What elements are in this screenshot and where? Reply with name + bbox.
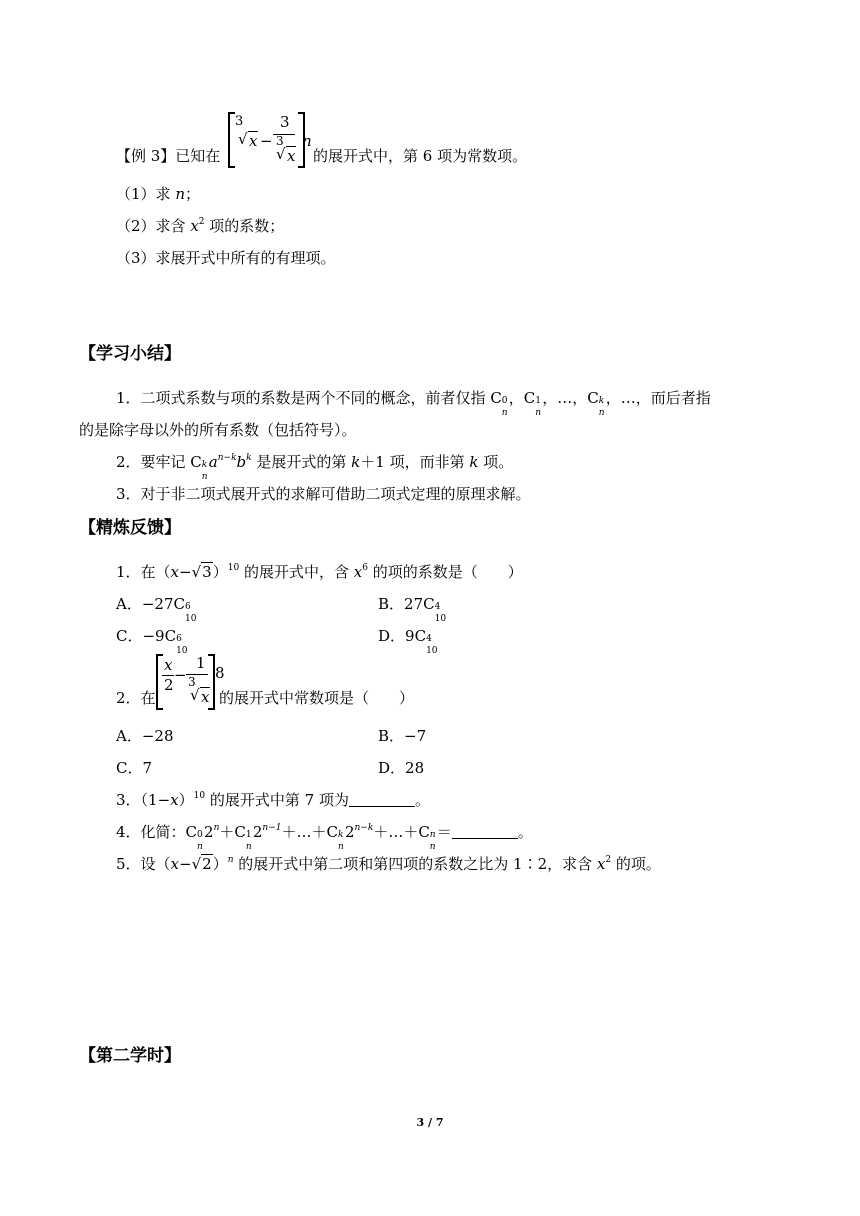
q1-option-a[interactable]: A．−27C 6 10 xyxy=(116,595,197,624)
q2-left-bracket xyxy=(156,654,163,710)
page-number: 3 / 7 xyxy=(416,1116,444,1129)
q2-minus: − xyxy=(174,666,187,684)
q4-answer-blank[interactable] xyxy=(452,824,518,839)
q1-option-d[interactable]: D．9C 4 10 xyxy=(378,627,438,656)
feedback-q1: 1．在$(x-√3)^{10}$ 的展开式中，含 $x^6$ 的项的系数是（ ） xyxy=(116,563,523,581)
summary-point-1: 1．二项式系数与项的系数是两个不同的概念，前者仅指 C 0 n ，C 1 n ，…，C k n ，…，而后者指 xyxy=(116,389,711,418)
den-root-index: 3 xyxy=(276,134,284,148)
q2-option-c[interactable]: C．7 xyxy=(116,759,153,777)
root-index: 3 xyxy=(235,114,244,129)
feedback-q2: 2．在 xyxy=(116,689,156,707)
example3-expression xyxy=(228,112,314,166)
feedback-q2-suffix: 的展开式中常数项是（ ） xyxy=(219,689,415,707)
summary-point-1-cont: 的是除字母以外的所有系数（包括符号）。 xyxy=(79,421,357,439)
q2-right-bracket xyxy=(208,654,215,710)
feedback-q5: 5．设$(x-√2)^n$ 的展开式中第二项和第四项的系数之比为 1∶2，求含 $x^2$ 的项。 xyxy=(116,855,661,873)
q2-option-d[interactable]: D．28 xyxy=(378,759,425,777)
summary-heading: 【学习小结】 xyxy=(79,344,181,364)
q2-den-2: 2 xyxy=(164,676,174,694)
example3-statement: 【例 3】已知在 xyxy=(116,147,221,165)
q2-exponent: 8 xyxy=(215,664,225,682)
example3-q2: （2）求含 $x^2$ 项的系数； xyxy=(116,217,285,235)
example3-suffix: 的展开式中，第 6 项为常数项。 xyxy=(313,147,528,165)
q2-frac-num: 1 xyxy=(196,654,206,672)
minus-sign: − xyxy=(260,132,273,150)
q1-option-b[interactable]: B．27C 4 10 xyxy=(378,595,447,624)
summary-point-3: 3．对于非二项式展开式的求解可借助二项式定理的原理求解。 xyxy=(116,485,531,503)
q1-option-c[interactable]: C．−9C 6 10 xyxy=(116,627,188,656)
section2-heading: 【第二学时】 xyxy=(79,1046,181,1066)
feedback-heading: 【精炼反馈】 xyxy=(79,518,181,538)
den-radical: √ xyxy=(276,145,286,163)
feedback-q3: 3．$(1-x)^{10}$ 的展开式中第 7 项为 。 xyxy=(116,791,430,809)
q2-option-b[interactable]: B．−7 xyxy=(378,727,427,745)
fraction-numerator: 3 xyxy=(280,113,290,131)
q3-answer-blank[interactable] xyxy=(349,792,415,807)
feedback-q4: 4．化简：C 0 n $2^n+C$ 1 n $2^{n-1}+\dots+C$ k n $2^{n-k}+\dots+C$ n n ＝ 。 xyxy=(116,823,533,852)
radical-sign: √ xyxy=(238,130,248,148)
exponent-n: n xyxy=(302,132,312,150)
left-bracket xyxy=(228,112,235,168)
den-root-var: x xyxy=(287,147,296,165)
example3-q1: （1）求 n； xyxy=(116,185,200,203)
example3-q3: （3）求展开式中所有的有理项。 xyxy=(116,249,336,267)
summary-point-2: 2．要牢记 C k n $a^{n-k}b^k$ 是展开式的第 k＋1 项，而非第 k 项。 xyxy=(116,453,514,482)
root-var: x xyxy=(249,132,258,150)
q2-num-x: x xyxy=(164,656,173,674)
q2-root-var: x xyxy=(201,688,210,706)
q2-expression xyxy=(156,654,228,708)
q2-option-a[interactable]: A．−28 xyxy=(116,727,174,745)
q2-root-index: 3 xyxy=(188,675,196,689)
q2-radical: √ xyxy=(190,686,200,704)
